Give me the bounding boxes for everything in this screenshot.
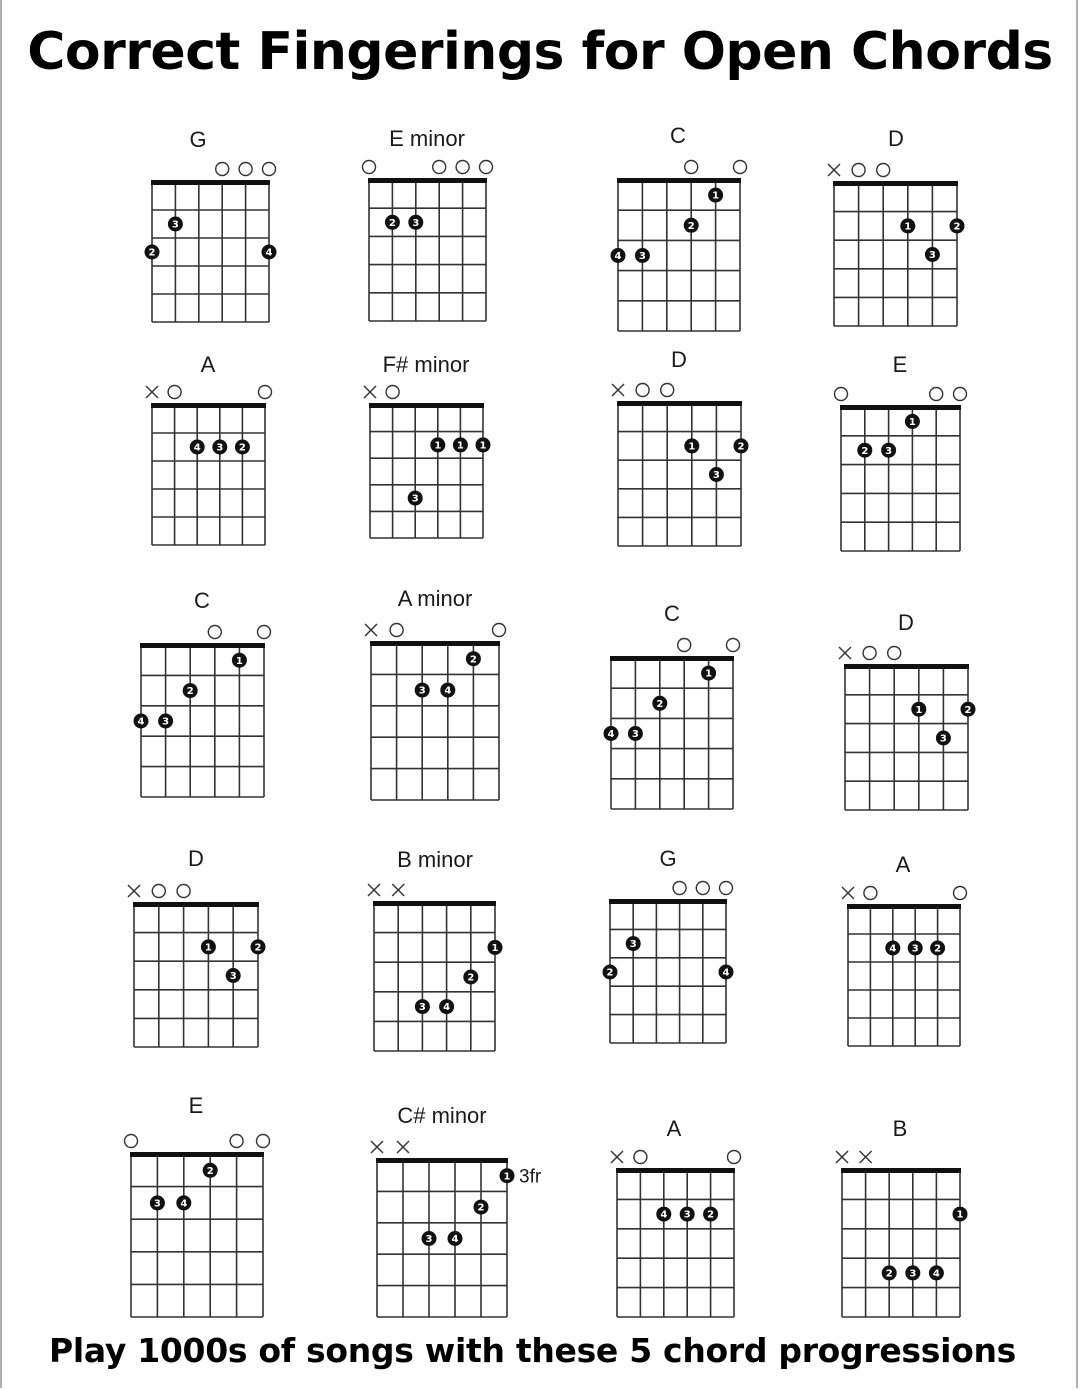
finger-dot [408,491,423,506]
muted-string-marker [371,1141,383,1153]
finger-dot [936,731,951,746]
chord-name: G [189,127,207,152]
finger-dot [463,970,478,985]
chord-name: E [188,1093,204,1118]
fretboard [110,846,322,1051]
finger-dot [857,443,872,458]
nut-bar [844,664,969,669]
open-string-marker [673,882,686,895]
finger-number: 1 [456,440,464,452]
open-string-marker [177,885,190,898]
muted-string-marker [828,164,840,176]
chord-diagram-a-19 [593,1116,758,1321]
open-string-marker [852,164,865,177]
finger-dot [235,440,250,455]
fretboard [345,126,550,325]
finger-number: 2 [238,442,246,454]
finger-number: 3 [683,1209,691,1221]
chord-name: D [671,347,687,372]
finger-number: 2 [737,441,745,453]
nut-bar [130,1152,264,1157]
finger-dot [626,936,641,951]
chord-name: A [666,1116,682,1141]
chord-diagram-d-7 [594,347,765,550]
finger-dot [453,437,468,452]
chord-diagram-g-1 [128,127,293,326]
fretboard [347,586,563,804]
fretboard [117,588,328,801]
open-string-marker [125,1135,138,1148]
open-string-marker [258,626,271,639]
finger-dot [176,1195,191,1210]
finger-dot [680,1207,695,1222]
nut-bar [840,405,961,410]
nut-bar [368,178,487,183]
finger-dot [474,1200,489,1215]
finger-number: 4 [180,1198,188,1210]
chord-diagram-a-16 [824,852,984,1050]
fretboard [587,601,797,813]
open-string-marker [877,164,890,177]
finger-dot [251,939,266,954]
fretboard [586,846,790,1047]
finger-number: 3 [153,1198,161,1210]
chord-diagram-c-11 [587,601,757,813]
chord-name: B [892,1116,908,1141]
finger-number: 4 [451,1234,459,1246]
open-string-marker [678,639,691,652]
finger-dot [611,248,626,263]
finger-number: 1 [491,943,499,954]
fretboard [594,123,804,335]
nut-bar [373,901,496,906]
chord-diagram-c-sharp-minor-18 [353,1103,542,1321]
chord-name: A minor [397,586,473,611]
open-string-marker [720,882,733,895]
finger-number: 4 [193,442,201,454]
fretboard [810,126,1021,330]
finger-number: 1 [956,1209,964,1221]
finger-number: 3 [229,971,237,983]
open-string-marker [363,161,376,174]
finger-dot [203,1163,218,1178]
open-string-marker [493,624,506,637]
nut-bar [847,904,961,909]
finger-dot [930,941,945,956]
finger-dot [929,1265,944,1280]
muted-string-marker [839,647,851,659]
fret-position-label: 3fr [519,1166,542,1188]
muted-string-marker [392,884,404,896]
finger-number: 2 [861,445,869,457]
chord-name: G [659,846,677,871]
finger-dot [703,1207,718,1222]
finger-dot [900,218,915,233]
chord-name: D [188,846,204,871]
muted-string-marker [836,1151,848,1163]
finger-dot [422,1231,437,1246]
open-string-marker [835,388,848,401]
finger-number: 2 [388,217,396,229]
finger-dot [628,726,643,741]
nut-bar [617,178,741,183]
finger-number: 4 [607,729,615,741]
muted-string-marker [146,386,158,398]
finger-dot [961,702,976,717]
finger-dot [150,1195,165,1210]
fretboard [594,347,805,550]
finger-dot [908,941,923,956]
finger-dot [183,683,198,698]
muted-string-marker [397,1141,409,1153]
chord-diagram-e-minor-2 [345,126,510,325]
fretboard [824,852,1024,1050]
muted-string-marker [365,624,377,636]
finger-number: 2 [477,1202,485,1214]
open-string-marker [685,161,698,174]
finger-number: 2 [206,1165,214,1177]
fretboard [593,1116,798,1321]
finger-number: 4 [137,716,145,728]
fretboard [128,352,329,549]
finger-number: 2 [885,1268,893,1280]
finger-number: 3 [712,470,720,482]
open-string-marker [954,887,967,900]
chord-name: C [194,588,210,613]
fretboard [346,352,547,542]
open-string-marker [696,882,709,895]
finger-dot [158,714,173,729]
finger-dot [190,440,205,455]
open-string-marker [216,163,229,176]
finger-number: 2 [254,942,262,954]
chord-diagram-a-5 [128,352,289,549]
open-string-marker [257,1135,270,1148]
open-string-marker [930,388,943,401]
chord-name: C [664,601,680,626]
finger-dot [911,702,926,717]
finger-dot [201,939,216,954]
finger-dot [701,666,716,681]
muted-string-marker [364,386,376,398]
chord-name: A [895,852,911,877]
finger-number: 2 [687,220,695,232]
muted-string-marker [128,885,140,897]
open-string-marker [954,388,967,401]
finger-dot [415,683,430,698]
muted-string-marker [368,884,380,896]
open-string-marker [259,386,272,399]
finger-dot [953,1207,968,1222]
open-string-marker [636,384,649,397]
nut-bar [151,403,266,408]
finger-number: 1 [904,221,912,233]
finger-dot [466,651,481,666]
chord-name: A [200,352,216,377]
finger-dot [408,215,423,230]
chord-diagram-c-3 [594,123,764,335]
finger-number: 1 [915,704,923,716]
finger-dot [905,414,920,429]
chord-name: F# minor [382,352,470,377]
finger-number: 3 [162,716,170,728]
finger-number: 3 [412,217,420,229]
finger-dot [708,188,723,203]
finger-dot [950,218,965,233]
open-string-marker [661,384,674,397]
fretboard [107,1093,327,1321]
finger-dot [905,1265,920,1280]
muted-string-marker [860,1151,872,1163]
finger-number: 1 [503,1171,511,1183]
finger-dot [925,247,940,262]
finger-dot [385,215,400,230]
finger-number: 3 [631,729,639,741]
chord-diagram-a-minor-10 [347,586,523,804]
chord-diagram-e-8 [817,352,984,555]
nut-bar [609,899,727,904]
finger-number: 3 [885,445,893,457]
chord-name: B minor [397,847,473,872]
finger-number: 3 [171,219,179,231]
finger-number: 2 [656,698,664,710]
finger-number: 1 [712,190,720,202]
finger-number: 1 [908,417,916,428]
finger-number: 4 [889,943,897,955]
finger-dot [448,1231,463,1246]
finger-dot [430,437,445,452]
chord-diagram-c-9 [117,588,288,801]
footer-caption: Play 1000s of songs with these 5 chord progressions [48,1331,1017,1370]
finger-number: 1 [235,655,243,667]
nut-bar [151,180,270,185]
open-string-marker [634,1151,647,1164]
open-string-marker [888,647,901,660]
finger-number: 4 [614,251,622,263]
finger-number: 3 [928,250,936,262]
chord-name: D [888,126,904,151]
fretboard [128,127,333,326]
finger-dot [652,696,667,711]
finger-number: 2 [964,704,972,716]
finger-dot [500,1168,515,1183]
fretboard [350,847,559,1055]
open-string-marker [386,386,399,399]
finger-dot [232,653,247,668]
muted-string-marker [842,887,854,899]
nut-bar [841,1168,961,1173]
chord-name: D [898,610,914,635]
finger-number: 1 [479,440,487,452]
finger-number: 3 [425,1234,433,1246]
finger-number: 3 [911,943,919,955]
open-string-marker [168,386,181,399]
finger-number: 2 [953,221,961,233]
page-title: Correct Fingerings for Open Chords [27,22,1053,82]
finger-number: 2 [707,1209,715,1221]
finger-number: 1 [688,441,696,453]
finger-dot [488,940,503,955]
finger-dot [439,999,454,1014]
muted-string-marker [612,384,624,396]
open-string-marker [480,161,493,174]
finger-dot [709,467,724,482]
chord-name: E minor [389,126,465,151]
open-string-marker [456,161,469,174]
finger-dot [635,248,650,263]
finger-number: 3 [216,442,224,454]
chord-diagram-d-4 [810,126,981,330]
finger-dot [604,726,619,741]
finger-number: 2 [606,967,614,979]
finger-number: 3 [418,685,426,697]
finger-number: 3 [909,1268,917,1280]
nut-bar [616,1168,735,1173]
chord-diagram-g-15 [586,846,750,1047]
open-string-marker [208,626,221,639]
finger-dot [684,218,699,233]
chord-diagram-e-17 [107,1093,287,1321]
nut-bar [376,1158,508,1163]
open-string-marker [433,161,446,174]
finger-dot [476,437,491,452]
finger-dot [212,440,227,455]
open-string-marker [230,1135,243,1148]
finger-number: 4 [722,967,730,979]
nut-bar [133,902,259,907]
finger-dot [145,245,160,260]
finger-number: 2 [467,972,475,984]
finger-dot [881,443,896,458]
finger-number: 1 [434,440,442,452]
fretboard [818,1116,1024,1321]
finger-dot [882,1265,897,1280]
finger-dot [656,1207,671,1222]
finger-dot [885,941,900,956]
nut-bar [610,656,734,661]
open-string-marker [863,647,876,660]
open-string-marker [390,624,403,637]
finger-dot [168,217,183,232]
finger-number: 1 [705,668,713,680]
chord-diagram-b-20 [818,1116,984,1321]
chord-name: E [892,352,908,377]
chord-diagram-b-minor-14 [350,847,519,1055]
fretboard [817,352,1024,555]
finger-dot [415,999,430,1014]
fretboard [353,1103,571,1321]
nut-bar [140,643,265,648]
finger-number: 3 [638,251,646,263]
finger-number: 2 [186,686,194,698]
chord-name: C [670,123,686,148]
finger-dot [734,438,749,453]
finger-number: 4 [444,685,452,697]
finger-dot [719,965,734,980]
finger-dot [134,714,149,729]
finger-dot [440,683,455,698]
finger-dot [684,438,699,453]
open-string-marker [263,163,276,176]
nut-bar [617,401,742,406]
finger-number: 4 [660,1209,668,1221]
finger-number: 3 [939,733,947,745]
finger-number: 2 [148,247,156,259]
finger-number: 4 [265,247,273,259]
fretboard [821,610,1032,814]
open-string-marker [734,161,747,174]
open-string-marker [152,885,165,898]
muted-string-marker [611,1151,623,1163]
finger-dot [603,965,618,980]
nut-bar [369,403,484,408]
finger-number: 3 [418,1002,426,1014]
open-string-marker [239,163,252,176]
finger-number: 3 [629,939,637,951]
finger-dot [262,245,277,260]
finger-number: 4 [443,1002,451,1014]
finger-number: 2 [469,654,477,666]
finger-number: 2 [934,943,942,955]
nut-bar [833,181,958,186]
open-string-marker [864,887,877,900]
open-string-marker [728,1151,741,1164]
chord-diagram-f-sharp-minor-6 [346,352,507,542]
finger-dot [226,968,241,983]
finger-number: 4 [932,1268,940,1280]
nut-bar [370,641,500,646]
chord-diagram-d-13 [110,846,282,1051]
finger-number: 1 [204,942,212,954]
open-string-marker [727,639,740,652]
chord-diagram-d-12 [821,610,992,814]
finger-number: 3 [411,493,419,505]
chord-name: C# minor [397,1103,487,1128]
